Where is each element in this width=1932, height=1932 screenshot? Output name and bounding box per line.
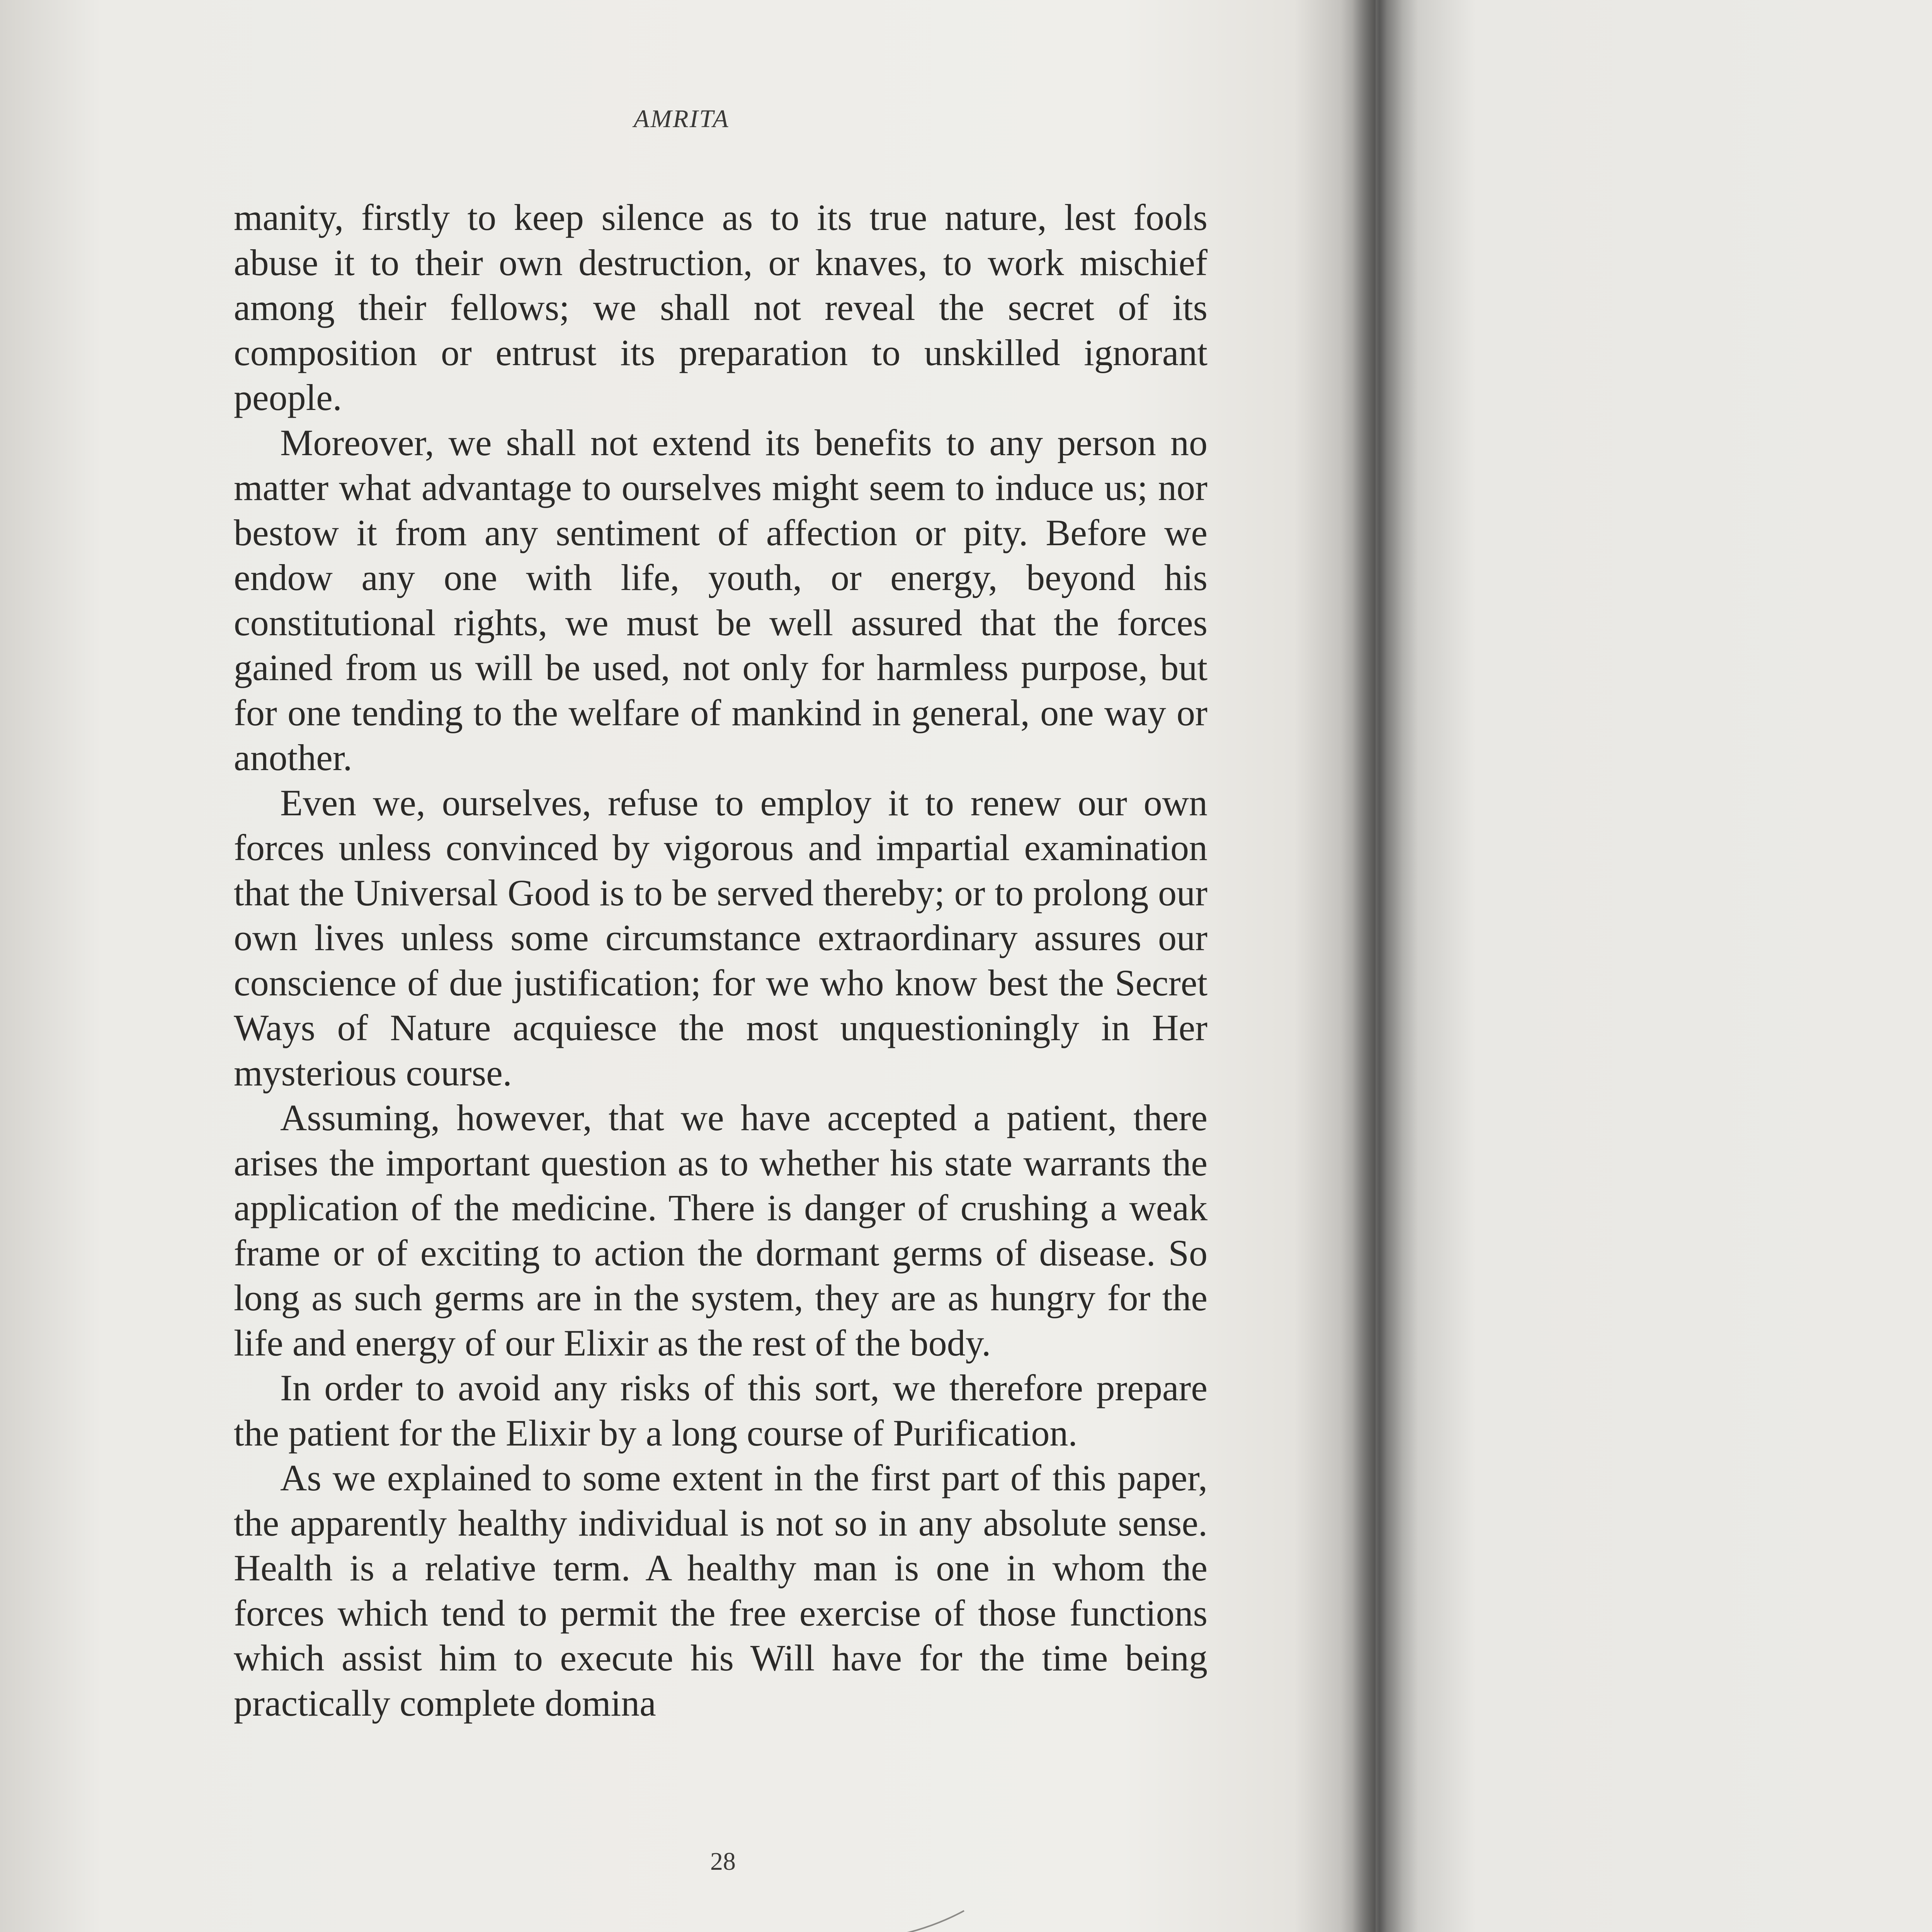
left-page-body (234, 195, 1208, 1726)
paragraph: Moreover, we shall not extend its benefits to any person no matter what advantage to ourselves might seem to induce us; nor bestow it from any sentiment of affection or pity. Before we endow any one with life, youth, or energy, beyond his constitutional rights, we must be well assured that the forces gained from us will be used, not only for harmless purpose, but for one tending to the welfare of mankind in general, one way or another. (234, 422, 1208, 778)
paragraph: Even we, ourselves, refuse to employ it to renew our own forces unless convinced by vigorous and impartial examination that the Universal Good is to be served thereby; or to prolong our own lives unless some circumstance extraordinary assures our conscience of due justification; for we who know best the Secret Ways of Nature acquiesce the most unquestioningly in Her mysterious course. (234, 782, 1208, 1094)
pencil-mark (900, 1909, 966, 1932)
paragraph: In order to avoid any risks of this sort, we therefore prepare the patient for the Elixir by a long course of Purification. (234, 1367, 1208, 1454)
right-page (1376, 0, 1932, 1932)
paragraph: manity, firstly to keep silence as to its true nature, lest fools abuse it to their own destruction, or knaves, to work mischief among their fellows; we shall not reveal the secret of its composition or entrust its preparation to unskilled ignorant people. (234, 197, 1208, 418)
book-gutter (1341, 0, 1418, 1932)
page-number-left: 28 (710, 1847, 736, 1876)
running-head-left: AMRITA (634, 105, 730, 133)
paragraph: As we explained to some extent in the first part of this paper, the apparently healthy individual is not so in any absolute sense. Health is a relative term. A healthy man is one in whom the forces which tend to permit the free exercise of those functions which assist him to execute his Will have for the time being practically complete domina (234, 1457, 1208, 1724)
paragraph: Assuming, however, that we have accepted a patient, there arises the important question as to whether his state warrants the application of the medicine. There is danger of crushing a weak frame or of exciting to action the dormant germs of disease. So long as such germs are in the system, they are as hungry for the life and energy of our Elixir as the rest of the body. (234, 1097, 1208, 1364)
